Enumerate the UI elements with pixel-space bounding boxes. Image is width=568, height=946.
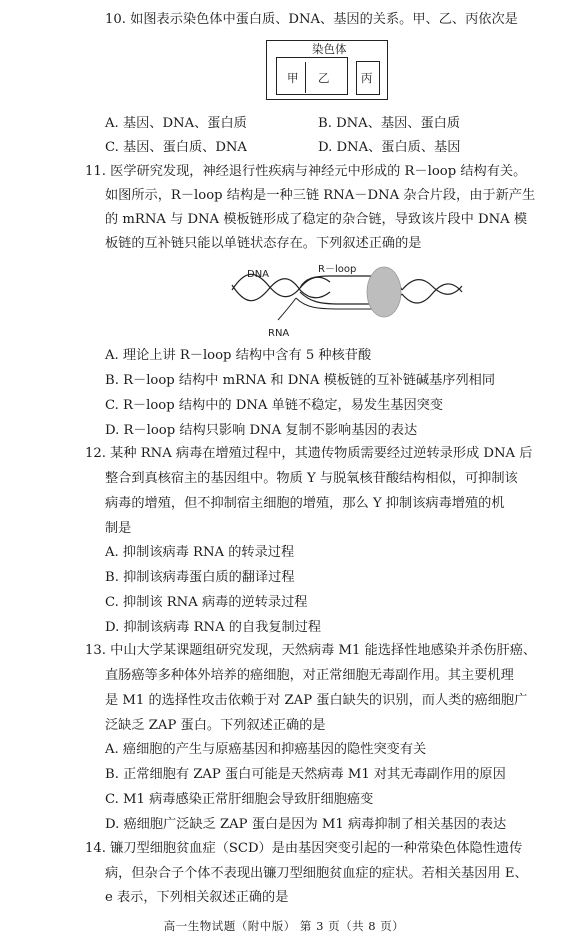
q13-stem-line-4: 泛缺乏 ZAP 蛋白。下列叙述正确的是 <box>105 718 326 733</box>
q11-stem-line-3: 的 mRNA 与 DNA 模板链形成了稳定的杂合链，导致该片段中 DNA 模 <box>105 212 528 227</box>
q11-option-a: A. 理论上讲 R－loop 结构中含有 5 种核苷酸 <box>105 348 372 363</box>
r-loop-label: R－loop <box>318 264 357 275</box>
q11-option-c: C. R－loop 结构中的 DNA 单链不稳定，易发生基因突变 <box>105 398 444 413</box>
q12-option-a: A. 抑制该病毒 RNA 的转录过程 <box>105 545 295 560</box>
dna-label: DNA <box>247 269 270 280</box>
page-footer: 高一生物试题（附中版） 第 3 页（共 8 页） <box>163 919 405 933</box>
q13-option-b: B. 正常细胞有 ZAP 蛋白可能是天然病毒 M1 对其无毒副作用的原因 <box>105 767 506 782</box>
dna-strand-left-1 <box>232 274 330 296</box>
q13-stem-line-3: 是 M1 的选择性攻击依赖于对 ZAP 蛋白缺失的识别，而人类的癌细胞广 <box>105 693 528 708</box>
dna-strand-right-2 <box>402 284 462 303</box>
q14-stem-line-2: 病，但杂合子个体不表现出镰刀型细胞贫血症的症状。若相关基因用 E、 <box>105 866 528 881</box>
q13-stem-line-1: 13. 中山大学某课题组研究发现，天然病毒 M1 能选择性地感染并杀伤肝癌、 <box>85 643 537 658</box>
label-yi: 乙 <box>318 71 330 85</box>
dna-strand-left-2 <box>232 279 330 301</box>
q13-option-c: C. M1 病毒感染正常肝细胞会导致肝细胞癌变 <box>105 792 374 807</box>
q14-stem-line-3: e 表示，下列相关叙述正确的是 <box>105 890 289 905</box>
q10-option-a: A. 基因、DNA、蛋白质 <box>105 116 247 131</box>
template-dna-strand <box>300 292 402 304</box>
q13-option-d: D. 癌细胞广泛缺乏 ZAP 蛋白是因为 M1 病毒抑制了相关基因的表达 <box>105 817 507 832</box>
q12-stem-line-4: 制是 <box>105 521 132 536</box>
q13-stem-line-2: 直肠癌等多种体外培养的癌细胞，对正常细胞无毒副作用。其主要机理 <box>105 668 514 683</box>
q11-stem-line-4: 板链的互补链只能以单链状态存在。下列叙述正确的是 <box>105 236 422 251</box>
rna-label: RNA <box>268 328 290 339</box>
q12-stem-line-3: 病毒的增殖，但不抑制宿主细胞的增殖，那么 Y 抑制该病毒增殖的机 <box>105 496 505 511</box>
rna-pointer-line <box>278 298 296 320</box>
q12-stem-line-2: 整合到真核宿主的基因组中。物质 Y 与脱氧核苷酸结构相似，可抑制该 <box>105 471 518 486</box>
q14-stem-line-1: 14. 镰刀型细胞贫血症（SCD）是由基因突变引起的一种常染色体隐性遗传 <box>85 841 523 856</box>
displaced-dna-strand <box>300 276 402 290</box>
q11-stem-line-1: 11. 医学研究发现，神经退行性疾病与神经元中形成的 R－loop 结构有关。 <box>85 164 527 179</box>
q11-stem-line-2: 如图所示，R－loop 结构是一种三链 RNA－DNA 杂合片段，由于新产生 <box>105 188 536 203</box>
q13-option-a: A. 癌细胞的产生与原癌基因和抑癌基因的隐性突变有关 <box>105 742 427 757</box>
q10-stem: 10. 如图表示染色体中蛋白质、DNA、基因的关系。甲、乙、丙依次是 <box>105 12 518 27</box>
q12-option-c: C. 抑制该 RNA 病毒的逆转录过程 <box>105 595 308 610</box>
q12-stem-line-1: 12. 某种 RNA 病毒在增殖过程中，其遗传物质需要经过逆转录形成 DNA 后 <box>85 446 533 461</box>
q12-option-d: D. 抑制该病毒 RNA 的自我复制过程 <box>105 620 322 635</box>
label-bing: 丙 <box>361 71 373 85</box>
q10-option-d: D. DNA、蛋白质、基因 <box>318 140 461 155</box>
label-jia: 甲 <box>287 71 299 85</box>
mrna-strand <box>296 298 382 309</box>
q10-option-c: C. 基因、蛋白质、DNA <box>105 140 247 155</box>
q10-option-b: B. DNA、基因、蛋白质 <box>318 116 461 131</box>
rna-polymerase-shape <box>367 267 401 317</box>
q11-option-b: B. R－loop 结构中 mRNA 和 DNA 模板链的互补链碱基序列相同 <box>105 373 496 388</box>
q12-option-b: B. 抑制该病毒蛋白质的翻译过程 <box>105 570 295 585</box>
dna-strand-right-1 <box>402 280 462 295</box>
q11-option-d: D. R－loop 结构只影响 DNA 复制不影响基因的表达 <box>105 423 418 438</box>
chromosome-label: 染色体 <box>312 42 347 56</box>
